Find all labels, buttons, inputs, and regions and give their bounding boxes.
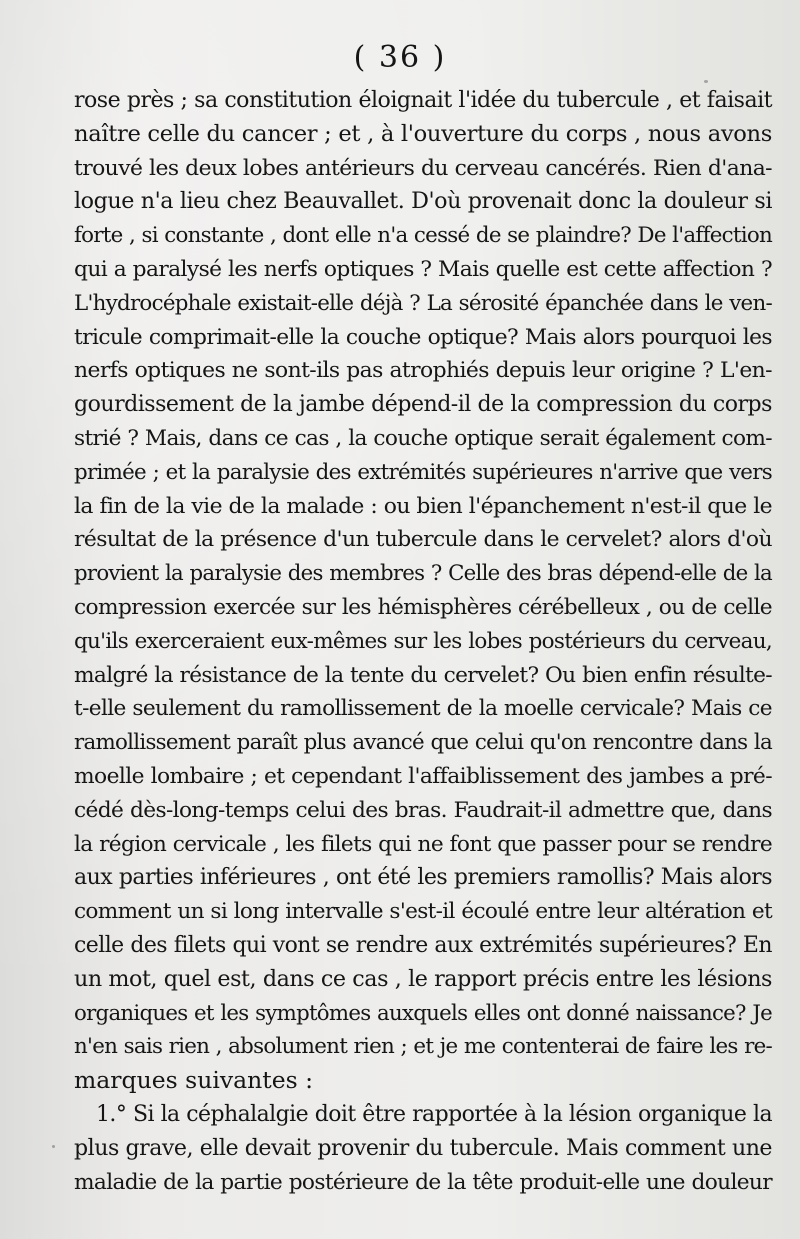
text-line: rose près ; sa constitution éloignait l'idée du tubercule , et faisait	[74, 88, 772, 113]
text-line: trouvé les deux lobes antérieurs du cerveau cancérés. Rien d'ana-	[74, 155, 772, 181]
page-number: ( 36 )	[353, 40, 447, 75]
text-line: qu'ils exerceraient eux-mêmes sur les lobes postérieurs du cerveau,	[74, 628, 772, 654]
text-line: celle des filets qui vont se rendre aux extrémités supérieures? En	[74, 932, 772, 958]
text-line: maladie de la partie postérieure de la tête produit-elle une douleur	[74, 1169, 772, 1195]
text-line: L'hydrocéphale existait-elle déjà ? La sérosité épanchée dans le ven-	[74, 290, 772, 316]
text-line: plus grave, elle devait provenir du tubercule. Mais comment une	[74, 1135, 772, 1161]
text-line: 1.° Si la céphalalgie doit être rapportée à la lésion organique la	[96, 1101, 772, 1127]
text-line: un mot, quel est, dans ce cas , le rapport précis entre les lésions	[74, 965, 772, 992]
text-line: compression exercée sur les hémisphères cérébelleux , ou de celle	[74, 594, 772, 620]
paper-speck	[52, 1145, 55, 1148]
text-line: la fin de la vie de la malade : ou bien l'épanchement n'est-il que le	[74, 493, 772, 519]
text-line: marques suivantes :	[74, 1066, 314, 1095]
text-line: la région cervicale , les filets qui ne font que passer pour se rendre	[74, 831, 772, 857]
text-line: gourdissement de la jambe dépend-il de la compression du corps	[74, 392, 772, 418]
text-line: aux parties inférieures , ont été les premiers ramollis? Mais alors	[74, 865, 772, 891]
text-line: strié ? Mais, dans ce cas , la couche optique serait également com-	[74, 425, 772, 451]
text-line: comment un si long intervalle s'est-il écoulé entre leur altération et	[74, 899, 772, 925]
text-line: ramollissement paraît plus avancé que celui qu'on rencontre dans la	[74, 730, 772, 756]
text-line: qui a paralysé les nerfs optiques ? Mais quelle est cette affection ?	[74, 256, 772, 282]
text-line: logue n'a lieu chez Beauvallet. D'où provenait donc la douleur si	[74, 188, 772, 215]
text-line: nerfs optiques ne sont-ils pas atrophiés depuis leur origine ? L'en-	[74, 358, 772, 384]
paper-speck	[704, 80, 708, 83]
text-line: moelle lombaire ; et cependant l'affaiblissement des jambes a pré-	[74, 763, 772, 789]
text-line: primée ; et la paralysie des extrémités supérieures n'arrive que vers	[74, 459, 772, 485]
text-line: résultat de la présence d'un tubercule dans le cervelet? alors d'où	[74, 527, 772, 553]
text-line: organiques et les symptômes auxquels elles ont donné naissance? Je	[74, 1000, 772, 1026]
page-text-body	[74, 84, 772, 1199]
text-line: malgré la résistance de la tente du cervelet? Ou bien enfin résulte-	[74, 662, 772, 688]
text-line: forte , si constante , dont elle n'a cessé de se plaindre? De l'affection	[74, 223, 772, 249]
text-line: t-elle seulement du ramollissement de la moelle cervicale? Mais ce	[74, 696, 772, 722]
text-line: n'en sais rien , absolument rien ; et je me contenterai de faire les re-	[74, 1034, 772, 1060]
text-line: cédé dès-long-temps celui des bras. Faudrait-il admettre que, dans	[74, 797, 772, 823]
text-line: naître celle du cancer ; et , à l'ouverture du corps , nous avons	[74, 120, 772, 147]
text-line: provient la paralysie des membres ? Celle des bras dépend-elle de la	[74, 561, 772, 587]
text-line: tricule comprimait-elle la couche optique? Mais alors pourquoi les	[74, 324, 772, 350]
